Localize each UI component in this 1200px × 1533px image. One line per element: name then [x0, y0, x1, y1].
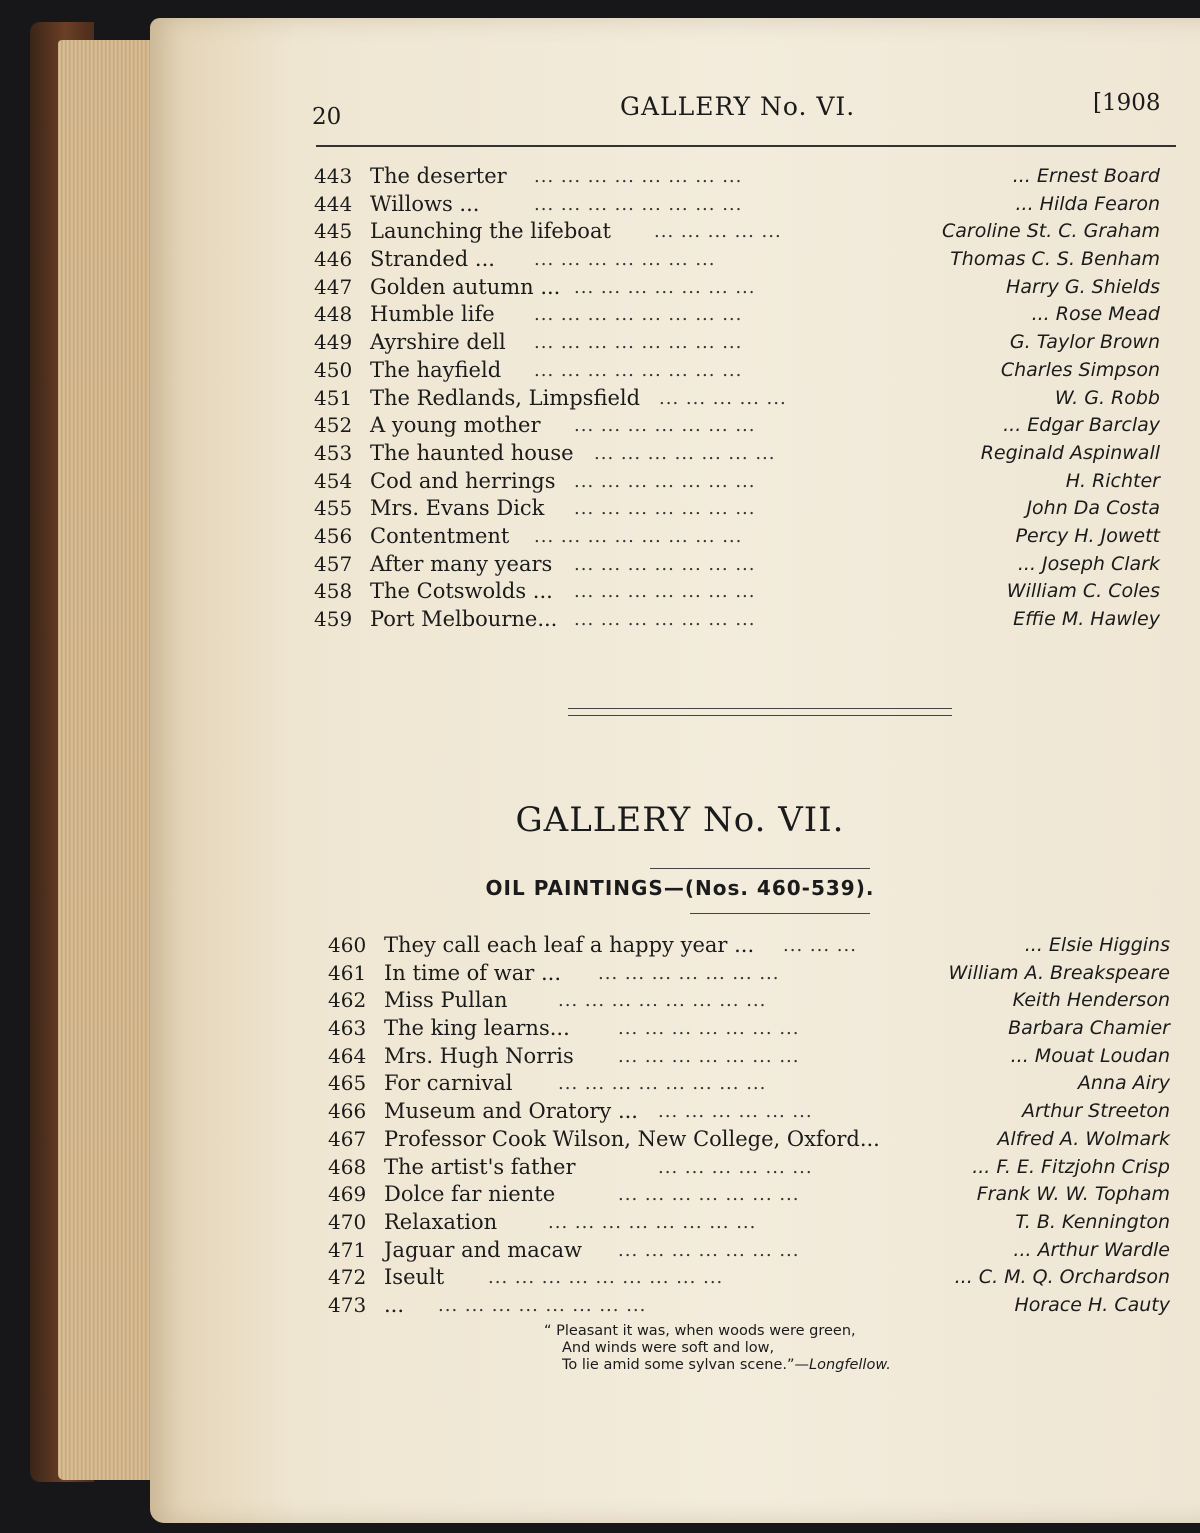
dot-leader: ... ... ... ... ... ... ... — [574, 276, 756, 298]
entry-title: In time of war ... — [384, 960, 561, 985]
dot-leader: ... ... ... ... ... ... ... — [598, 962, 780, 984]
entry-number: 456 — [314, 523, 353, 548]
entry-artist: Barbara Chamier — [1008, 1017, 1170, 1040]
dot-leader: ... ... ... ... ... ... ... ... — [548, 1211, 757, 1233]
catalogue-entry — [314, 578, 1160, 606]
entry-title: Launching the lifeboat — [370, 219, 611, 244]
entry-title: Professor Cook Wilson, New College, Oxford... — [384, 1126, 880, 1151]
catalogue-entry — [314, 440, 1160, 468]
entry-number: 465 — [328, 1071, 367, 1096]
entry-number: 455 — [314, 496, 353, 521]
entry-number: 450 — [314, 357, 353, 382]
entry-number: 467 — [328, 1126, 367, 1151]
entry-number: 445 — [314, 219, 353, 244]
dot-leader: ... ... ... ... ... ... — [658, 1101, 813, 1123]
catalogue-entry — [328, 1043, 1170, 1071]
entry-artist: G. Taylor Brown — [1009, 331, 1160, 354]
catalogue-entry — [314, 495, 1160, 523]
dot-leader: ... ... ... ... ... ... ... — [618, 1239, 800, 1261]
entry-title: Mrs. Evans Dick — [370, 496, 545, 521]
entry-artist: William C. Coles — [1006, 580, 1160, 603]
longfellow-quote — [544, 1323, 964, 1374]
dot-leader: ... ... ... ... ... ... ... ... ... — [488, 1267, 724, 1289]
quote-line-3-text: To lie amid some sylvan scene.”— — [562, 1357, 810, 1373]
entry-artist: Percy H. Jowett — [1015, 524, 1160, 547]
entry-title: For carnival — [384, 1071, 513, 1096]
catalogue-entry — [314, 163, 1160, 191]
entry-number: 466 — [328, 1099, 367, 1124]
entry-artist: ... Elsie Higgins — [1024, 934, 1170, 956]
entry-title: The Redlands, Limpsfield — [370, 385, 641, 410]
entry-number: 471 — [328, 1237, 367, 1262]
dot-leader: ... ... ... ... ... ... ... — [574, 415, 756, 437]
entry-artist: William A. Breakspeare — [948, 961, 1170, 984]
entry-artist: ... C. M. Q. Orchardson — [954, 1266, 1170, 1289]
entry-title: The artist's father — [384, 1154, 576, 1179]
gallery-vii-subtitle: OIL PAINTINGS—(Nos. 460-539). — [485, 876, 875, 900]
dot-leader: ... ... ... ... ... ... ... — [574, 609, 756, 630]
dot-leader: ... ... ... ... ... ... ... ... — [558, 990, 767, 1012]
entry-artist: Thomas C. S. Benham — [950, 248, 1160, 271]
entry-artist: Keith Henderson — [1012, 989, 1170, 1012]
catalogue-entry — [328, 1209, 1170, 1237]
page-number: 20 — [312, 104, 342, 130]
dot-leader: ... ... ... ... ... — [659, 387, 787, 409]
section-divider — [568, 708, 952, 716]
dot-leader: ... ... ... ... ... ... ... ... — [438, 1294, 647, 1316]
entry-number: 463 — [328, 1016, 367, 1041]
page-header — [150, 90, 1200, 130]
dot-leader: ... ... ... ... ... ... ... ... — [534, 193, 743, 215]
dot-leader: ... ... ... ... ... ... — [658, 1156, 813, 1178]
entry-title: ... — [384, 1292, 405, 1317]
catalogue-entry — [328, 987, 1170, 1015]
catalogue-entry — [314, 246, 1160, 274]
catalogue-entry — [328, 1126, 1170, 1154]
entry-title: The haunted house — [370, 440, 574, 465]
entry-artist: ... Arthur Wardle — [1013, 1238, 1170, 1261]
running-title: GALLERY No. VI. — [620, 92, 856, 121]
entry-number: 470 — [328, 1209, 367, 1234]
dot-leader: ... ... ... ... ... ... ... — [594, 442, 776, 464]
entry-number: 443 — [314, 164, 353, 188]
entry-title: Mrs. Hugh Norris — [384, 1043, 574, 1068]
catalogue-entry — [328, 1181, 1170, 1209]
entry-artist: ... Joseph Clark — [1017, 552, 1160, 575]
subtitle-rule-top — [650, 868, 870, 869]
catalogue-entry — [314, 412, 1160, 440]
catalogue-entry — [314, 218, 1160, 246]
catalogue-entry — [314, 329, 1160, 357]
catalogue-entry — [328, 1264, 1170, 1292]
subtitle-rule-bottom — [690, 913, 870, 914]
dot-leader: ... ... ... ... ... ... ... ... — [534, 304, 743, 326]
entry-artist: John Da Costa — [1026, 497, 1160, 520]
entry-title: Stranded ... — [370, 247, 495, 272]
entry-number: 468 — [328, 1154, 367, 1179]
quote-line-3 — [544, 1357, 964, 1374]
dot-leader: ... ... ... ... ... ... ... ... — [534, 332, 743, 354]
catalogue-entry — [314, 191, 1160, 219]
entry-title: The Cotswolds ... — [370, 579, 553, 604]
catalogue-entry — [328, 1292, 1170, 1320]
entry-artist: ... Ernest Board — [1012, 165, 1160, 187]
entry-number: 464 — [328, 1043, 367, 1068]
dot-leader: ... ... ... ... ... ... ... — [618, 1018, 800, 1040]
quote-line-1: “ Pleasant it was, when woods were green, — [544, 1323, 856, 1339]
dot-leader: ... ... ... ... ... ... ... — [574, 498, 756, 520]
entry-title: Ayrshire dell — [370, 330, 506, 355]
dot-leader: ... ... ... ... ... ... ... ... — [534, 166, 743, 187]
catalogue-entry — [328, 1098, 1170, 1126]
dot-leader: ... ... ... ... ... ... ... — [618, 1184, 800, 1206]
year-mark: [1908 — [1093, 90, 1161, 116]
dot-leader: ... ... ... — [783, 935, 857, 956]
dot-leader: ... ... ... ... ... ... ... ... — [534, 359, 743, 381]
entry-number: 452 — [314, 413, 353, 438]
entry-artist: Reginald Aspinwall — [980, 441, 1160, 464]
entry-number: 451 — [314, 385, 353, 410]
entry-title: Jaguar and macaw — [384, 1237, 582, 1262]
entry-artist: Horace H. Cauty — [1014, 1293, 1170, 1316]
entry-title: The deserter — [370, 164, 507, 188]
catalogue-entry — [328, 1154, 1170, 1182]
dot-leader: ... ... ... ... ... ... ... — [574, 470, 756, 492]
entry-number: 454 — [314, 468, 353, 493]
entry-number: 469 — [328, 1182, 367, 1207]
entry-number: 460 — [328, 933, 367, 957]
entry-artist: Effie M. Hawley — [1013, 608, 1160, 630]
entry-artist: Caroline St. C. Graham — [942, 220, 1160, 243]
entry-artist: ... F. E. Fitzjohn Crisp — [972, 1155, 1170, 1178]
entry-number: 459 — [314, 607, 353, 631]
entry-artist: ... Edgar Barclay — [1003, 414, 1160, 437]
catalogue-entry — [314, 301, 1160, 329]
catalogue-entry — [314, 385, 1160, 413]
entry-title: Willows ... — [370, 191, 480, 216]
catalogue-entry — [314, 523, 1160, 551]
entry-artist: Harry G. Shields — [1006, 275, 1160, 298]
entry-artist: Arthur Streeton — [1021, 1100, 1170, 1123]
catalogue-page — [150, 18, 1200, 1523]
entry-title: Relaxation — [384, 1209, 498, 1234]
entry-title: Miss Pullan — [384, 988, 508, 1013]
entry-artist: Anna Airy — [1077, 1072, 1170, 1095]
catalogue-entry — [314, 468, 1160, 496]
dot-leader: ... ... ... ... ... — [654, 221, 782, 243]
entry-number: 458 — [314, 579, 353, 604]
entry-title: Contentment — [370, 523, 510, 548]
entry-artist: T. B. Kennington — [1015, 1210, 1170, 1233]
entry-artist: ... Rose Mead — [1031, 303, 1160, 326]
gallery-vii-list — [328, 932, 1170, 1320]
entry-artist: ... Hilda Fearon — [1015, 192, 1160, 215]
entry-title: After many years — [370, 551, 553, 576]
dot-leader: ... ... ... ... ... ... ... — [574, 581, 756, 603]
entry-number: 462 — [328, 988, 367, 1013]
entry-title: Humble life — [370, 302, 495, 327]
dot-leader: ... ... ... ... ... ... ... — [618, 1045, 800, 1067]
dot-leader: ... ... ... ... ... ... ... — [534, 249, 716, 271]
entry-number: 473 — [328, 1292, 367, 1317]
catalogue-entry — [314, 551, 1160, 579]
catalogue-entry — [328, 1015, 1170, 1043]
entry-title: Museum and Oratory ... — [384, 1099, 638, 1124]
dot-leader: ... ... ... ... ... ... ... — [574, 553, 756, 575]
entry-title: They call each leaf a happy year ... — [384, 933, 755, 957]
entry-title: Dolce far niente — [384, 1182, 556, 1207]
entry-number: 453 — [314, 440, 353, 465]
entry-title: Iseult — [384, 1265, 445, 1290]
entry-artist: ... Mouat Loudan — [1010, 1044, 1170, 1067]
quote-author: Longfellow. — [809, 1357, 891, 1373]
entry-number: 461 — [328, 960, 367, 985]
entry-title: The hayfield — [370, 357, 502, 382]
quote-line-2: And winds were soft and low, — [562, 1340, 775, 1356]
catalogue-entry — [314, 274, 1160, 302]
entry-number: 449 — [314, 330, 353, 355]
gallery-vi-list — [314, 163, 1160, 634]
catalogue-entry — [314, 357, 1160, 385]
catalogue-entry — [328, 932, 1170, 960]
header-rule — [316, 145, 1176, 147]
entry-title: A young mother — [370, 413, 541, 438]
entry-artist: Frank W. W. Topham — [976, 1183, 1170, 1206]
entry-title: The king learns... — [384, 1016, 570, 1041]
entry-artist: Alfred A. Wolmark — [997, 1127, 1170, 1150]
dot-leader: ... ... ... ... ... ... ... ... — [534, 525, 743, 547]
entry-title: Golden autumn ... — [370, 274, 561, 299]
entry-number: 457 — [314, 551, 353, 576]
catalogue-entry — [328, 1237, 1170, 1265]
dot-leader: ... ... ... ... ... ... ... ... — [558, 1073, 767, 1095]
entry-number: 472 — [328, 1265, 367, 1290]
catalogue-entry — [314, 606, 1160, 634]
entry-number: 447 — [314, 274, 353, 299]
gallery-vii-title: GALLERY No. VII. — [515, 800, 845, 840]
entry-artist: H. Richter — [1065, 469, 1160, 492]
catalogue-entry — [328, 960, 1170, 988]
entry-artist: W. G. Robb — [1054, 386, 1160, 409]
entry-number: 444 — [314, 191, 353, 216]
entry-artist: Charles Simpson — [1000, 358, 1160, 381]
entry-number: 448 — [314, 302, 353, 327]
entry-title: Port Melbourne... — [370, 607, 558, 631]
entry-number: 446 — [314, 247, 353, 272]
entry-title: Cod and herrings — [370, 468, 556, 493]
catalogue-entry — [328, 1070, 1170, 1098]
